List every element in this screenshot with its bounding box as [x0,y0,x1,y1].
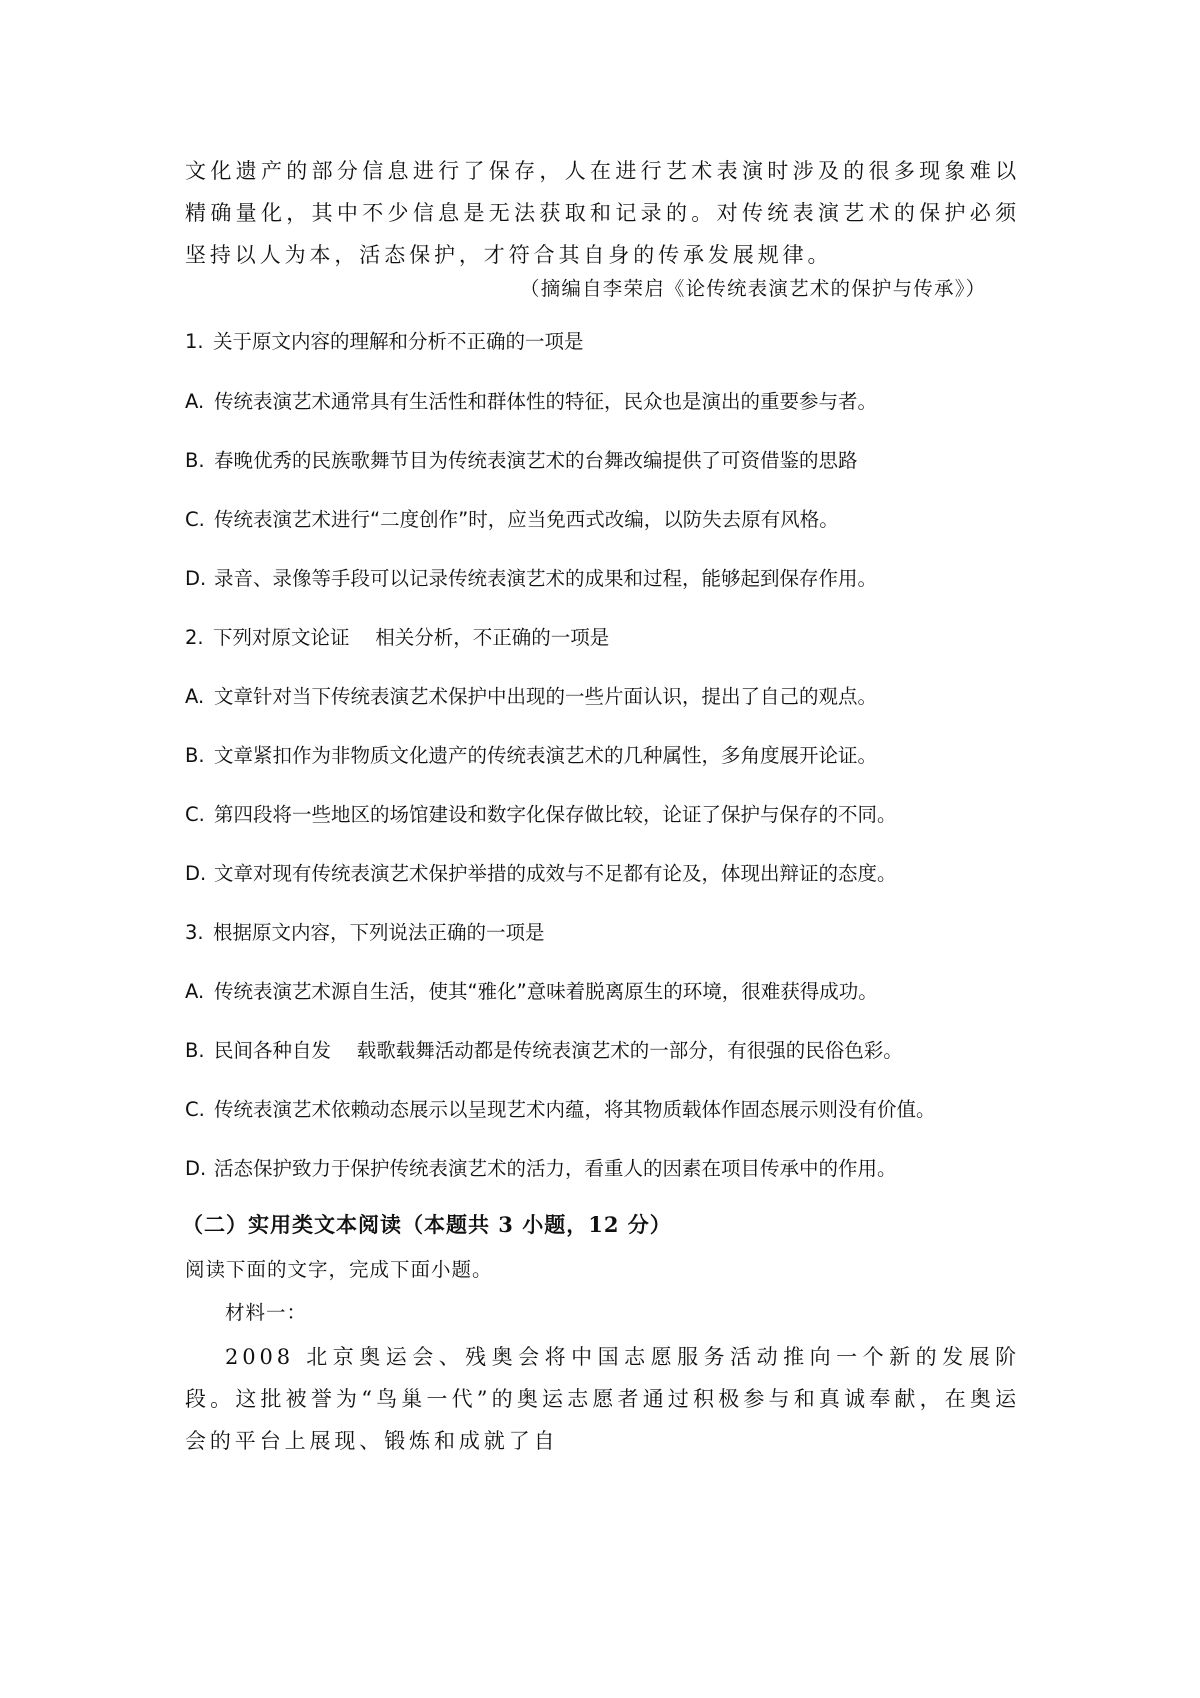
question-2-option-d [185,859,897,889]
option-letter: B. [185,449,205,472]
question-number: 1. [185,330,204,353]
question-1-option-c [185,505,839,535]
option-text: 传统表演艺术进行“二度创作”时，应当免西式改编，以防失去原有风格。 [214,508,839,531]
option-letter: C. [185,803,205,826]
question-number: 2. [185,626,204,649]
option-text: 活态保护致力于保护传统表演艺术的活力，看重人的因素在项目传承中的作用。 [214,1157,897,1180]
question-1 [185,327,584,357]
option-letter: D. [185,862,207,885]
question-2 [185,623,609,653]
option-letter: A. [185,980,205,1003]
question-stem: 下列对原文论证 相关分析，不正确的一项是 [213,626,610,649]
option-text: 第四段将一些地区的场馆建设和数字化保存做比较，论证了保护与保存的不同。 [214,803,897,826]
option-letter: C. [185,508,205,531]
option-text: 文章针对当下传统表演艺术保护中出现的一些片面认识，提出了自己的观点。 [214,685,878,708]
option-text: 传统表演艺术依赖动态展示以呈现艺术内蕴，将其物质载体作固态展示则没有价值。 [214,1098,936,1121]
option-text: 录音、录像等手段可以记录传统表演艺术的成果和过程，能够起到保存作用。 [214,567,878,590]
question-1-option-a [185,387,877,417]
question-1-option-b [185,446,858,476]
option-letter: B. [185,744,205,767]
material-text [185,1336,1020,1462]
option-letter: C. [185,1098,205,1121]
option-text: 民间各种自发 载歌载舞活动都是传统表演艺术的一部分，有很强的民俗色彩。 [214,1039,903,1062]
option-text: 传统表演艺术源自生活，使其“雅化”意味着脱离原生的环境，很难获得成功。 [214,980,878,1003]
option-text: 文章紧扣作为非物质文化遗产的传统表演艺术的几种属性，多角度展开论证。 [214,744,878,767]
question-3-option-a [185,977,878,1007]
question-2-option-c [185,800,897,830]
question-stem: 关于原文内容的理解和分析不正确的一项是 [213,330,584,353]
option-text: 传统表演艺术通常具有生活性和群体性的特征，民众也是演出的重要参与者。 [214,390,878,413]
material-label: 材料一： [225,1301,308,1324]
option-letter: A. [185,685,205,708]
option-text: 春晚优秀的民族歌舞节目为传统表演艺术的台舞改编提供了可资借鉴的思路 [214,449,858,472]
passage-source: （摘编自李荣启《论传统表演艺术的保护与传承》） [520,277,987,300]
option-text: 文章对现有传统表演艺术保护举措的成效与不足都有论及，体现出辩证的态度。 [214,862,897,885]
option-letter: D. [185,567,207,590]
question-2-option-a [185,682,877,712]
question-3-option-d [185,1154,897,1184]
question-3-option-b [185,1036,903,1066]
option-letter: A. [185,390,205,413]
option-letter: D. [185,1157,207,1180]
question-1-option-d [185,564,877,594]
section-instruction: 阅读下面的文字，完成下面小题。 [185,1258,493,1281]
section-heading: （二）实用类文本阅读（本题共 3 小题，12 分） [182,1212,672,1237]
option-letter: B. [185,1039,205,1062]
question-3 [185,918,545,948]
question-stem: 根据原文内容，下列说法正确的一项是 [213,921,545,944]
material-text-content: 2008 北京奥运会、残奥会将中国志愿服务活动推向一个新的发展阶段。这批被誉为“鸟巢一代”的奥运志愿者通过积极参与和真诚奉献，在奥运会的平台上展现、锻炼和成就了自 [185,1345,1020,1453]
question-number: 3. [185,921,204,944]
question-2-option-b [185,741,877,771]
passage-continuation: 文化遗产的部分信息进行了保存，人在进行艺术表演时涉及的很多现象难以精确量化，其中不少信息是无法获取和记录的。对传统表演艺术的保护必须坚持以人为本，活态保护，才符合其自身的传承发展规律。 [185,159,1020,267]
question-3-option-c [185,1095,936,1125]
